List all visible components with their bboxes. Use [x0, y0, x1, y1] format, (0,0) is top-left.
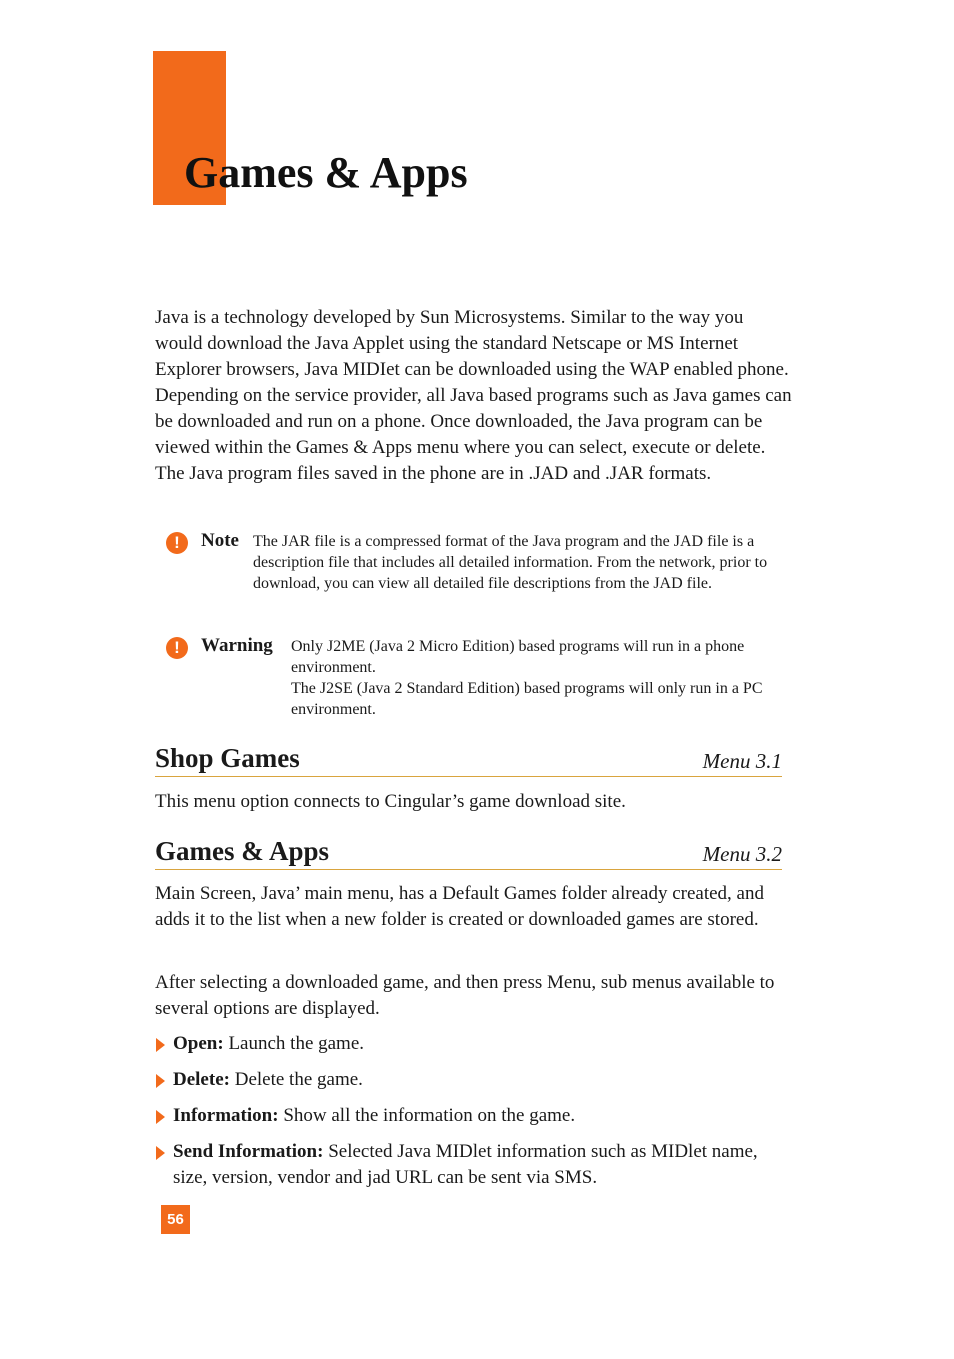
- list-item: [155, 1067, 795, 1093]
- option-term: Open:: [173, 1033, 224, 1054]
- games-apps-paragraph-1: Main Screen, Java’ main menu, has a Default Games folder already created, and adds it to the list when a new folder is created or downloaded games are stored.: [155, 883, 764, 930]
- bullet-arrow-icon: [156, 1038, 165, 1052]
- bullet-arrow-icon: [156, 1110, 165, 1124]
- menu-number: Menu 3.2: [702, 842, 782, 866]
- section-title: Shop Games: [155, 743, 300, 773]
- option-desc: Selected Java MIDlet information such as MIDlet name, size, version, vendor and jad URL can be sent via SMS.: [173, 1141, 758, 1188]
- list-item: [155, 1031, 795, 1057]
- page-number: 56: [161, 1205, 190, 1234]
- warning-label: Warning: [201, 635, 273, 656]
- section-heading-games-apps: [155, 835, 782, 870]
- option-desc: Delete the game.: [229, 1069, 363, 1090]
- list-item: [155, 1139, 795, 1191]
- bullet-arrow-icon: [156, 1146, 165, 1160]
- warning-text: [291, 636, 811, 720]
- list-item: [155, 1103, 795, 1129]
- options-list: [155, 1031, 795, 1201]
- note-label: Note: [201, 530, 239, 551]
- menu-number: Menu 3.1: [702, 749, 782, 773]
- option-term: Information:: [173, 1105, 279, 1126]
- option-term: Delete:: [173, 1069, 230, 1090]
- option-desc: Launch the game.: [223, 1033, 365, 1054]
- intro-paragraph: Java is a technology developed by Sun Microsystems. Similar to the way you would download the Java Applet using the standard Netscape or MS Internet Explorer browsers, Java MIDIet can be downloaded using the WAP enabled phone. Depending on the service provider, all Java based programs such as Java games can be downloaded and run on a phone. Once downloaded, the Java program can be viewed within the Games & Apps menu where you can select, execute or delete. The Java program files saved in the phone are in .JAD and .JAR formats.: [155, 307, 792, 484]
- option-term: Send Information:: [173, 1141, 324, 1162]
- note-text: The JAR file is a compressed format of the Java program and the JAD file is a description file that includes all detailed information. From the network, prior to download, you can view all detailed file descriptions from the JAD file.: [253, 533, 768, 592]
- games-apps-paragraph-2: After selecting a downloaded game, and then press Menu, sub menus available to several options are displayed.: [155, 972, 775, 1019]
- bullet-arrow-icon: [156, 1074, 165, 1088]
- page-title: Games & Apps: [184, 148, 468, 197]
- warning-line-1: Only J2ME (Java 2 Micro Edition) based programs will run in a phone environment.: [291, 638, 745, 676]
- option-desc: Show all the information on the game.: [278, 1105, 576, 1126]
- section-title: Games & Apps: [155, 836, 330, 866]
- warning-line-2: The J2SE (Java 2 Standard Edition) based programs will only run in a PC environment.: [291, 680, 763, 718]
- exclamation-icon: !: [166, 532, 188, 554]
- shop-games-paragraph: This menu option connects to Cingular’s game download site.: [155, 791, 626, 812]
- exclamation-icon: !: [166, 637, 188, 659]
- section-heading-shop-games: [155, 742, 782, 777]
